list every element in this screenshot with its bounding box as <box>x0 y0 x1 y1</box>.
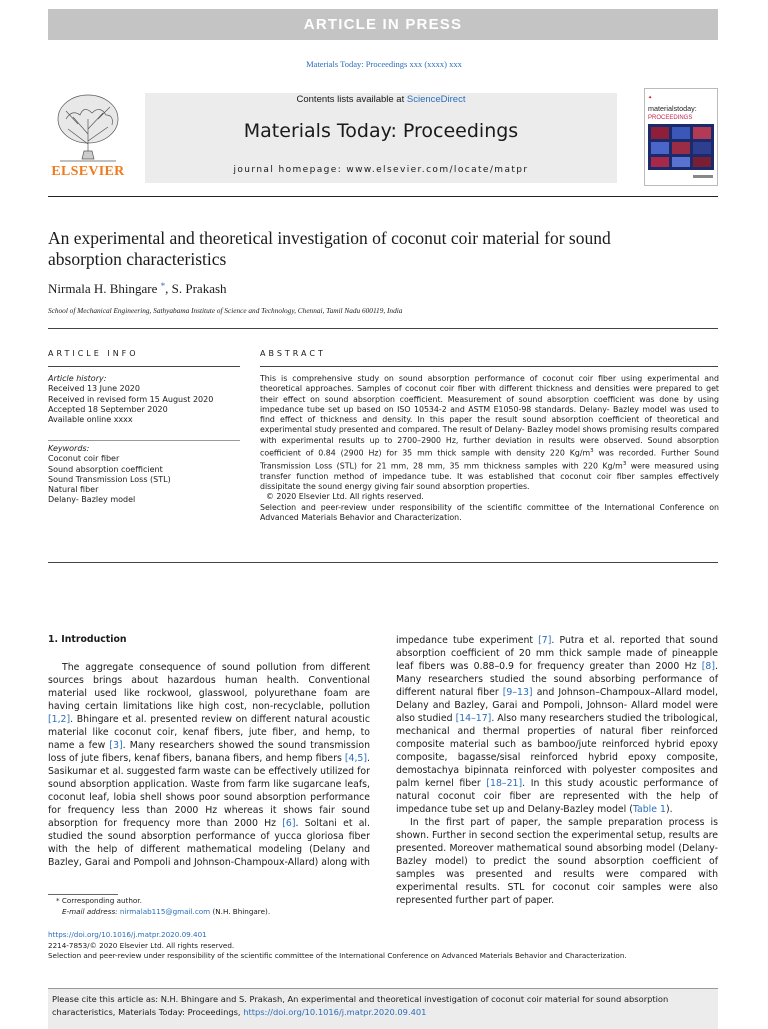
svg-text:materialstoday:: materialstoday: <box>648 104 697 113</box>
svg-text:✦: ✦ <box>648 95 653 101</box>
footnote-rule <box>48 894 118 895</box>
journal-title: Materials Today: Proceedings <box>243 120 519 142</box>
author-list: Nirmala H. Bhingare *, S. Prakash <box>48 281 227 296</box>
journal-cover-thumbnail <box>644 88 718 186</box>
keyword: Sound absorption coefficient <box>48 464 163 474</box>
section-heading-introduction: 1. Introduction <box>48 634 127 645</box>
author-1[interactable]: Nirmala H. Bhingare <box>48 281 158 296</box>
table-link[interactable]: Table 1 <box>632 804 666 815</box>
author-email-link[interactable]: nirmalab115@gmail.com <box>119 906 211 916</box>
abstract-bottom-rule <box>48 562 718 563</box>
title-rule <box>48 328 718 329</box>
sciencedirect-link[interactable]: ScienceDirect <box>406 94 466 105</box>
article-in-press-banner: ARTICLE IN PRESS <box>48 9 718 40</box>
article-history: Article history: Received 13 June 2020 Received in revised form 15 August 2020 Accepted 18 September 2020 Available online xxxx <box>48 374 214 425</box>
footnote: * Corresponding author. E-mail address: nirmalab115@gmail.com (N.H. Bhingare). <box>56 896 271 916</box>
abstract-body: This is comprehensive study on sound absorption performance of coconut coir fiber using experimental and theoretical approaches. Samples of coconut coir fiber with different thickness and densities were prepared to get their effect on sound absorption coefficient. Measurement of sound absorption coefficient was done by using impedance tube set up based on ISO 10534-2 and ASTM E1050-98 standards. Delany- Bazley model was used to find effect of thickness and density. In this paper the result sound absorption coefficient of theoretical and experimental study presented and compared. The result of Delany- Bazley model shows promising results compared with experimental results up to 2700–2900 Hz, further deviation in results were observed. Sound absorption coefficient of 0.84 (2900 Hz) for 35 mm thick sample with density 220 $Kg/m^3$ was recorded. Further Sound Transmission Loss (STL) for 21 mm, 28 mm, 35 mm thickness samples with 220 $Kg/m^3$ were measured using transfer function method of impedance tube. It was established that coconut coir fiber samples effectively dissipitate the sound energy giving fair sound absorption properties. © 2020 Elsevier Ltd. All rights reserved. Selection and peer-review under responsibility of the scientific committee of the International Conference on Advanced Materials Behavior and Characterization. <box>260 374 719 523</box>
journal-citation-link[interactable]: Materials Today: Proceedings xxx (xxxx) xxx <box>306 59 462 69</box>
article-info-rule <box>48 366 240 367</box>
header-rule <box>48 196 718 197</box>
keyword: Coconut coir fiber <box>48 454 120 464</box>
abstract-heading: ABSTRACT <box>260 349 326 358</box>
cite-this-article-box: Please cite this article as: N.H. Bhingare and S. Prakash, An experimental and theoretical investigation of coconut coir material for sound absorption characteristics, Materials Today: Proceedings, https://doi.org/10.1016/j.matpr.2020.09.401 <box>48 988 718 1029</box>
abstract-peer-review: Selection and peer-review under responsibility of the scientific committee of the International Conference on Advanced Materials Behavior and Characterization. <box>260 502 719 523</box>
cite-doi-link[interactable]: https://doi.org/10.1016/j.matpr.2020.09.401 <box>243 1006 427 1017</box>
doi-link[interactable]: https://doi.org/10.1016/j.matpr.2020.09.401 <box>48 930 207 939</box>
abstract-copyright: © 2020 Elsevier Ltd. All rights reserved. <box>266 492 424 502</box>
ref-link[interactable]: [9–13] <box>502 687 533 698</box>
keywords-list: Keywords: Coconut coir fiber Sound absorption coefficient Sound Transmission Loss (STL) Natural fiber Delany- Bazley model <box>48 444 238 506</box>
svg-text:PROCEEDINGS: PROCEEDINGS <box>648 115 693 121</box>
ref-link[interactable]: [4,5] <box>344 753 368 764</box>
article-info-heading: ARTICLE INFO <box>48 349 139 358</box>
contents-line: Contents lists available at ScienceDirect <box>296 94 466 105</box>
intro-left-column: The aggregate consequence of sound pollution from different sources brings about hazardous human health. Conventional material used like rockwool, glasswool, polyurethane foam are having certain limitations like high cost, non-recyclable, pollution [1,2]. Bhingare et al. presented review on different natural acoustic material like coconut coir, kenaf fibers, jute fiber, and hemp, to name a few [3]. Many researchers showed the sound transmission loss of jute fibers, kenaf fibers, banana fibers, and hemp fibers [4,5]. Sasikumar et al. suggested farm waste can be effectively utilized for sound absorption application. Waste from farm like sugarcane leafs, coconut leaf, lobia shell shows poor sound absorption performance for frequency less than 2000 Hz whereas it shows fair sound absorption for frequency more than 2000 Hz [6]. Soltani et al. studied the sound absorption performance of yucca gloriosa fiber with the help of different mathematical modeling (Delany and Bazley, Garai and Pompoli and Johnson-Champoux-Allard) along with <box>48 662 370 868</box>
ref-link[interactable]: [1,2] <box>48 714 71 725</box>
page-footer: https://doi.org/10.1016/j.matpr.2020.09.401 2214-7853/© 2020 Elsevier Ltd. All rights reserved. Selection and peer-review under responsibility of the scientific committee of the International Conference on Advanced Materials Behavior and Characterization. <box>48 930 728 962</box>
journal-homepage[interactable]: journal homepage: www.elsevier.com/locate/matpr <box>233 165 529 175</box>
article-title: An experimental and theoretical investigation of coconut coir material for sound absorption characteristics <box>48 228 611 269</box>
ref-link[interactable]: [7] <box>538 635 552 646</box>
keyword: Delany- Bazley model <box>48 495 136 505</box>
ref-link[interactable]: [18–21] <box>486 778 523 789</box>
corresponding-author-mark[interactable]: * <box>160 281 166 291</box>
author-2[interactable]: S. Prakash <box>171 281 227 296</box>
elsevier-wordmark: ELSEVIER <box>51 164 125 179</box>
keyword: Natural fiber <box>48 485 99 495</box>
keyword: Sound Transmission Loss (STL) <box>48 474 171 484</box>
intro-right-column: impedance tube experiment [7]. Putra et al. reported that sound absorption coefficient of 20 mm thick sample made of pineapple leaf fibers was 0.88–0.9 for frequency greater than 2000 Hz [8]. Many researchers studied the sound absorbing performance of different natural fiber [9–13] and Johnson–Champoux–Allard model, Delany and Bazley, Garai and Pompoli, Johnson- Allard model were also studied [14–17]. Also many researchers studied the tribological, mechanical and thermal properties of natural fiber reinforced composite material such as bamboo/jute reinforced hybrid epoxy composite, bagasse/sisal reinforced hybrid epoxy composite, demostachya bipinnata reinforced with polyester composites and palm kernel fiber [18–21]. In this study acoustic performance of natural coconut coir fiber are represented with the help of impedance tube set up and Delany-Bazley model (Table 1). In the first part of paper, the sample preparation process is shown. Further in second section the experimental setup, results are presented. Moreover mathematical sound absorbing model (Delany-Bazley model) to predict the sound absorption coefficient of samples was presented and results were compared with experimental results. STL for coconut coir samples were also represented further part of paper. <box>396 635 719 906</box>
ref-link[interactable]: [3] <box>109 740 123 751</box>
ref-link[interactable]: [6] <box>282 818 296 829</box>
affiliation: School of Mechanical Engineering, Sathyabama Institute of Science and Technology, Chennai, Tamil Nadu 600119, India <box>48 306 403 315</box>
abstract-rule <box>260 366 718 367</box>
ref-link[interactable]: [14–17] <box>455 713 492 724</box>
keywords-rule <box>48 440 240 441</box>
ref-link[interactable]: [8] <box>701 661 716 672</box>
